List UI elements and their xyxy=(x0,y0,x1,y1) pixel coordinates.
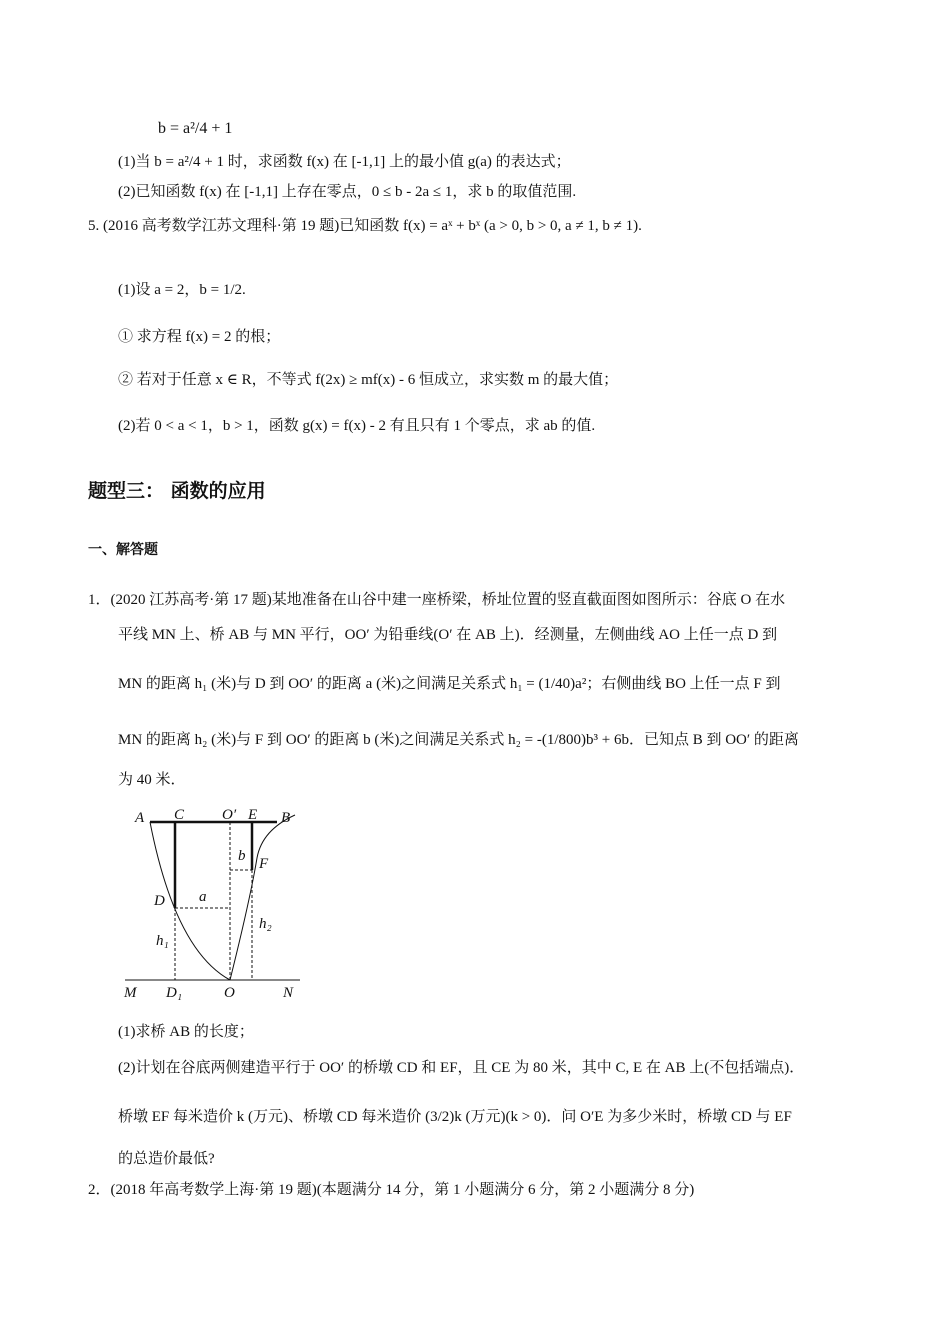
label-C: C xyxy=(174,807,185,823)
label-N: N xyxy=(283,985,294,1001)
problem1-line2: 平线 MN 上、桥 AB 与 MN 平行，OO′ 为铅垂线(O′ 在 AB 上)．经测量，左侧曲线 AO 上任一点 D 到 xyxy=(118,627,778,643)
problem2-stem: 2．(2018 年高考数学上海·第 19 题)(本题满分 14 分，第 1 小题满分 6 分，第 2 小题满分 8 分) xyxy=(88,1182,695,1198)
label-A: A xyxy=(135,810,145,826)
prev-q1: (1)当 b = a²/4 + 1 时，求函数 f(x) 在 [-1,1] 上的最小值 g(a) 的表达式； xyxy=(118,154,571,170)
problem5-q1a: ① 求方程 f(x) = 2 的根； xyxy=(118,329,281,345)
prev-q2: (2)已知函数 f(x) 在 [-1,1] 上存在零点，0 ≤ b - 2a ≤ 1，求 b 的取值范围. xyxy=(118,184,577,200)
problem5-q1: (1)设 a = 2，b = 1/2. xyxy=(118,282,246,298)
problem1-q2a: (2)计划在谷底两侧建造平行于 OO′ 的桥墩 CD 和 EF，且 CE 为 80 米，其中 C, E 在 AB 上(不包括端点)． xyxy=(118,1060,805,1076)
problem5-stem: 5. (2016 高考数学江苏文理科·第 19 题)已知函数 f(x) = aˣ + bˣ (a > 0, b > 0, a ≠ 1, b ≠ 1). xyxy=(88,218,642,234)
label-B: B xyxy=(281,810,291,826)
section-heading: 题型三： 函数的应用 xyxy=(88,480,266,502)
formula-b: b = a²/4 + 1 xyxy=(158,120,233,137)
problem1-q2b: 桥墩 EF 每米造价 k (万元)、桥墩 CD 每米造价 (3/2)k (万元)(k > 0)．问 O′E 为多少米时，桥墩 CD 与 EF xyxy=(118,1109,792,1125)
label-h1: h₁ xyxy=(156,933,169,949)
label-F: F xyxy=(259,856,269,872)
label-D: D xyxy=(154,893,165,909)
problem1-q2c: 的总造价最低? xyxy=(118,1151,215,1167)
subheading: 一、解答题 xyxy=(88,542,158,558)
dashed-lines xyxy=(175,822,252,980)
problem1-line1: 1．(2020 江苏高考·第 17 题)某地准备在山谷中建一座桥梁，桥址位置的竖直截面图如图所示：谷底 O 在水 xyxy=(88,592,786,608)
label-a: a xyxy=(199,889,207,905)
problem1-line4: MN 的距离 h₂ (米)与 F 到 OO′ 的距离 b (米)之间满足关系式 h₂ = -(1/800)b³ + 6b．已知点 B 到 OO′ 的距离 xyxy=(118,732,799,748)
label-M: M xyxy=(124,985,137,1001)
label-O: O xyxy=(224,985,235,1001)
problem1-q1: (1)求桥 AB 的长度； xyxy=(118,1024,254,1040)
problem5-q2: (2)若 0 < a < 1，b > 1，函数 g(x) = f(x) - 2 有且只有 1 个零点，求 ab 的值. xyxy=(118,418,596,434)
label-E: E xyxy=(248,807,258,823)
label-b: b xyxy=(238,848,246,864)
label-D1: D₁ xyxy=(166,985,183,1001)
problem1-line3: MN 的距离 h₁ (米)与 D 到 OO′ 的距离 a (米)之间满足关系式 h₁ = (1/40)a²；右侧曲线 BO 上任一点 F 到 xyxy=(118,676,781,692)
label-h2: h₂ xyxy=(259,916,272,932)
right-curve xyxy=(230,815,295,980)
problem5-q1b: ② 若对于任意 x ∈ R，不等式 f(2x) ≥ mf(x) - 6 恒成立，求实数 m 的最大值； xyxy=(118,372,619,388)
label-O1: O′ xyxy=(222,807,237,823)
problem1-line5: 为 40 米． xyxy=(118,772,186,788)
